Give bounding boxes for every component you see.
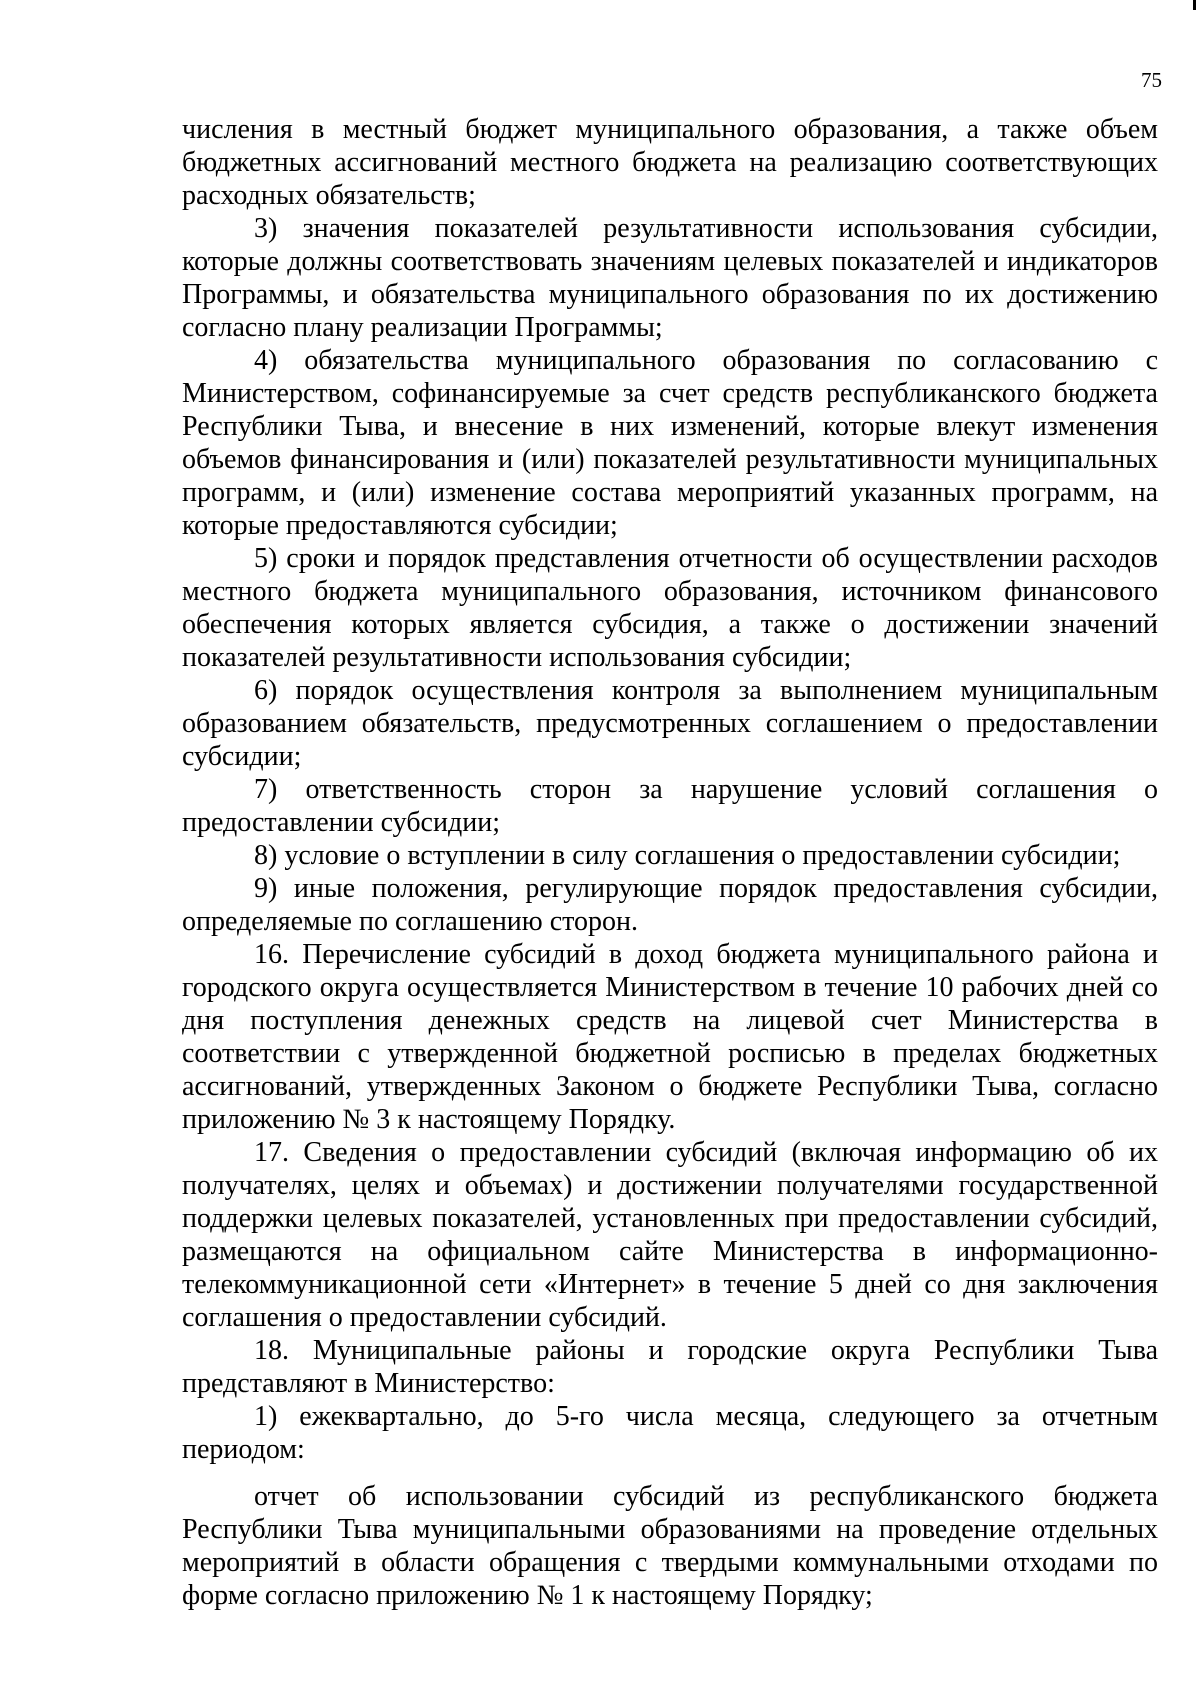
- paragraph-continuation: числения в местный бюджет муниципального образования, а также объем бюджетных ассигнований местного бюджета на реализацию соответствующих расходных обязательств;: [182, 114, 1158, 211]
- paragraph-item-9: 9) иные положения, регулирующие порядок предоставления субсидии, определяемые по соглашению сторон.: [182, 873, 1158, 937]
- document-body: [182, 113, 1158, 1612]
- paragraph-item-6: 6) порядок осуществления контроля за выполнением муниципальным образованием обязательств, предусмотренных соглашением о предоставлении субсидии;: [182, 675, 1158, 772]
- paragraph-item-7: 7) ответственность сторон за нарушение условий соглашения о предоставлении субсидии;: [182, 774, 1158, 838]
- paragraph-item-5: 5) сроки и порядок представления отчетности об осуществлении расходов местного бюджета муниципального образования, источником финансового обеспечения которых является субсидия, а также о достижении значений показателей результативности использования субсидии;: [182, 543, 1158, 673]
- paragraph-report: отчет об использовании субсидий из республиканского бюджета Республики Тыва муниципальными образованиями на проведение отдельных мероприятий в области обращения с твердыми коммунальными отходами по форме согласно приложению № 1 к настоящему Порядку;: [182, 1481, 1158, 1611]
- page-number: 75: [1141, 68, 1162, 92]
- paragraph-subitem-1: 1) ежеквартально, до 5-го числа месяца, следующего за отчетным периодом:: [182, 1401, 1158, 1465]
- corner-mark: [1193, 0, 1196, 10]
- paragraph-item-4: 4) обязательства муниципального образования по согласованию с Министерством, софинансируемые за счет средств республиканского бюджета Республики Тыва, и внесение в них изменений, которые влекут изменения объемов финансирования и (или) показателей результативности муниципальных программ, и (или) изменение состава мероприятий указанных программ, на которые предоставляются субсидии;: [182, 345, 1158, 541]
- paragraph-section-18: 18. Муниципальные районы и городские округа Республики Тыва представляют в Министерство:: [182, 1335, 1158, 1399]
- paragraph-section-17: 17. Сведения о предоставлении субсидий (включая информацию об их получателях, целях и объемах) и достижении получателями государственной поддержки целевых показателей, установленных при предоставлении субсидий, размещаются на официальном сайте Министерства в информационно-телекоммуникационной сети «Интернет» в течение 5 дней со дня заключения соглашения о предоставлении субсидий.: [182, 1137, 1158, 1333]
- paragraph-section-16: 16. Перечисление субсидий в доход бюджета муниципального района и городского округа осуществляется Министерством в течение 10 рабочих дней со дня поступления денежных средств на лицевой счет Министерства в соответствии с утвержденной бюджетной росписью в пределах бюджетных ассигнований, утвержденных Законом о бюджете Республики Тыва, согласно приложению № 3 к настоящему Порядку.: [182, 939, 1158, 1135]
- paragraph-item-3: 3) значения показателей результативности использования субсидии, которые должны соответствовать значениям целевых показателей и индикаторов Программы, и обязательства муниципального образования по их достижению согласно плану реализации Программы;: [182, 213, 1158, 343]
- paragraph-item-8: 8) условие о вступлении в силу соглашения о предоставлении субсидии;: [254, 840, 1121, 871]
